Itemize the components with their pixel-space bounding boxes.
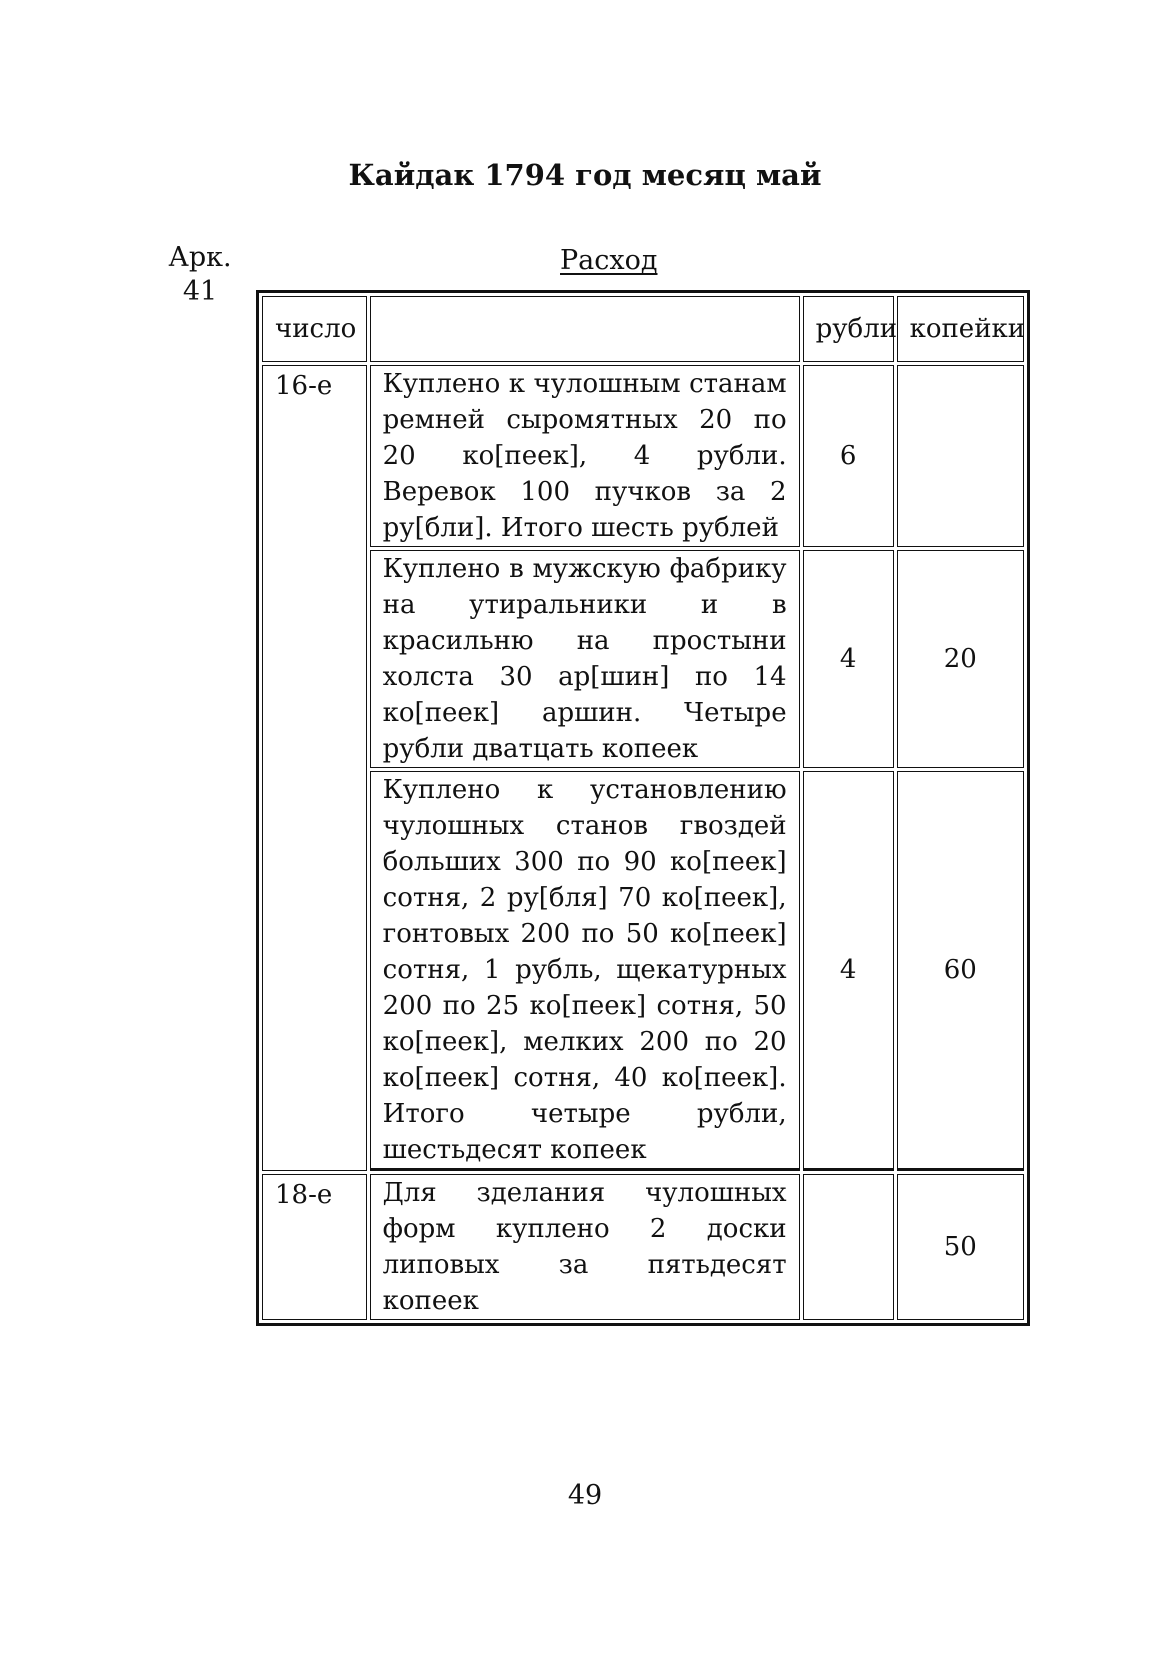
archive-ref-sheet-number: 41 bbox=[182, 276, 218, 307]
section-heading-expense: Расход bbox=[560, 245, 658, 276]
archive-ref-label: Арк. bbox=[168, 242, 232, 273]
row-date: 16-е bbox=[262, 365, 367, 1171]
row-description: Куплено к установлению чулошных станов гвоздей больших 300 по 90 ко[пеек] сотня, 2 ру[бля] 70 ко[пеек], гонтовых 200 по 50 ко[пеек] сотня, 1 рубль, щекатурных 200 по 25 ко[пеек] сотня, 50 ко[пеек], мелких 200 по 20 ко[пеек] сотня, 40 ко[пеек]. Итого четыре рубли, шестьдесят копеек bbox=[370, 771, 800, 1171]
table-row bbox=[262, 771, 1024, 1171]
row-description: Куплено к чулошным станам ремней сыромятных 20 по 20 ко[пеек], 4 рубли. Веревок 100 пучков за 2 ру[бли]. Итого шесть рублей bbox=[370, 365, 800, 547]
row-rubles: 6 bbox=[803, 365, 894, 547]
page-title: Кайдак 1794 год месяц май bbox=[348, 158, 822, 192]
row-kopecks: 20 bbox=[897, 550, 1024, 768]
row-date: 18-е bbox=[262, 1174, 367, 1320]
row-kopecks: 50 bbox=[897, 1174, 1024, 1320]
table-row bbox=[262, 1174, 1024, 1320]
row-kopecks: 60 bbox=[897, 771, 1024, 1171]
header-description bbox=[370, 296, 800, 362]
table-row bbox=[262, 550, 1024, 768]
expense-ledger-table bbox=[256, 290, 1030, 1326]
row-rubles bbox=[803, 1174, 894, 1320]
header-kopecks: копейки bbox=[897, 296, 1024, 362]
archive-reference bbox=[160, 241, 240, 309]
page-number: 49 bbox=[567, 1480, 603, 1511]
row-description: Для зделания чулошных форм куплено 2 доски липовых за пятьдесят копеек bbox=[370, 1174, 800, 1320]
row-description: Куплено в мужскую фабрику на утиральники и в красильню на простыни холста 30 ар[шин] по 14 ко[пеек] аршин. Четыре рубли дватцать копеек bbox=[370, 550, 800, 768]
table-header-row bbox=[262, 296, 1024, 362]
header-date: число bbox=[262, 296, 367, 362]
header-rubles: рубли bbox=[803, 296, 894, 362]
row-kopecks bbox=[897, 365, 1024, 547]
row-rubles: 4 bbox=[803, 550, 894, 768]
table-row bbox=[262, 365, 1024, 547]
row-rubles: 4 bbox=[803, 771, 894, 1171]
